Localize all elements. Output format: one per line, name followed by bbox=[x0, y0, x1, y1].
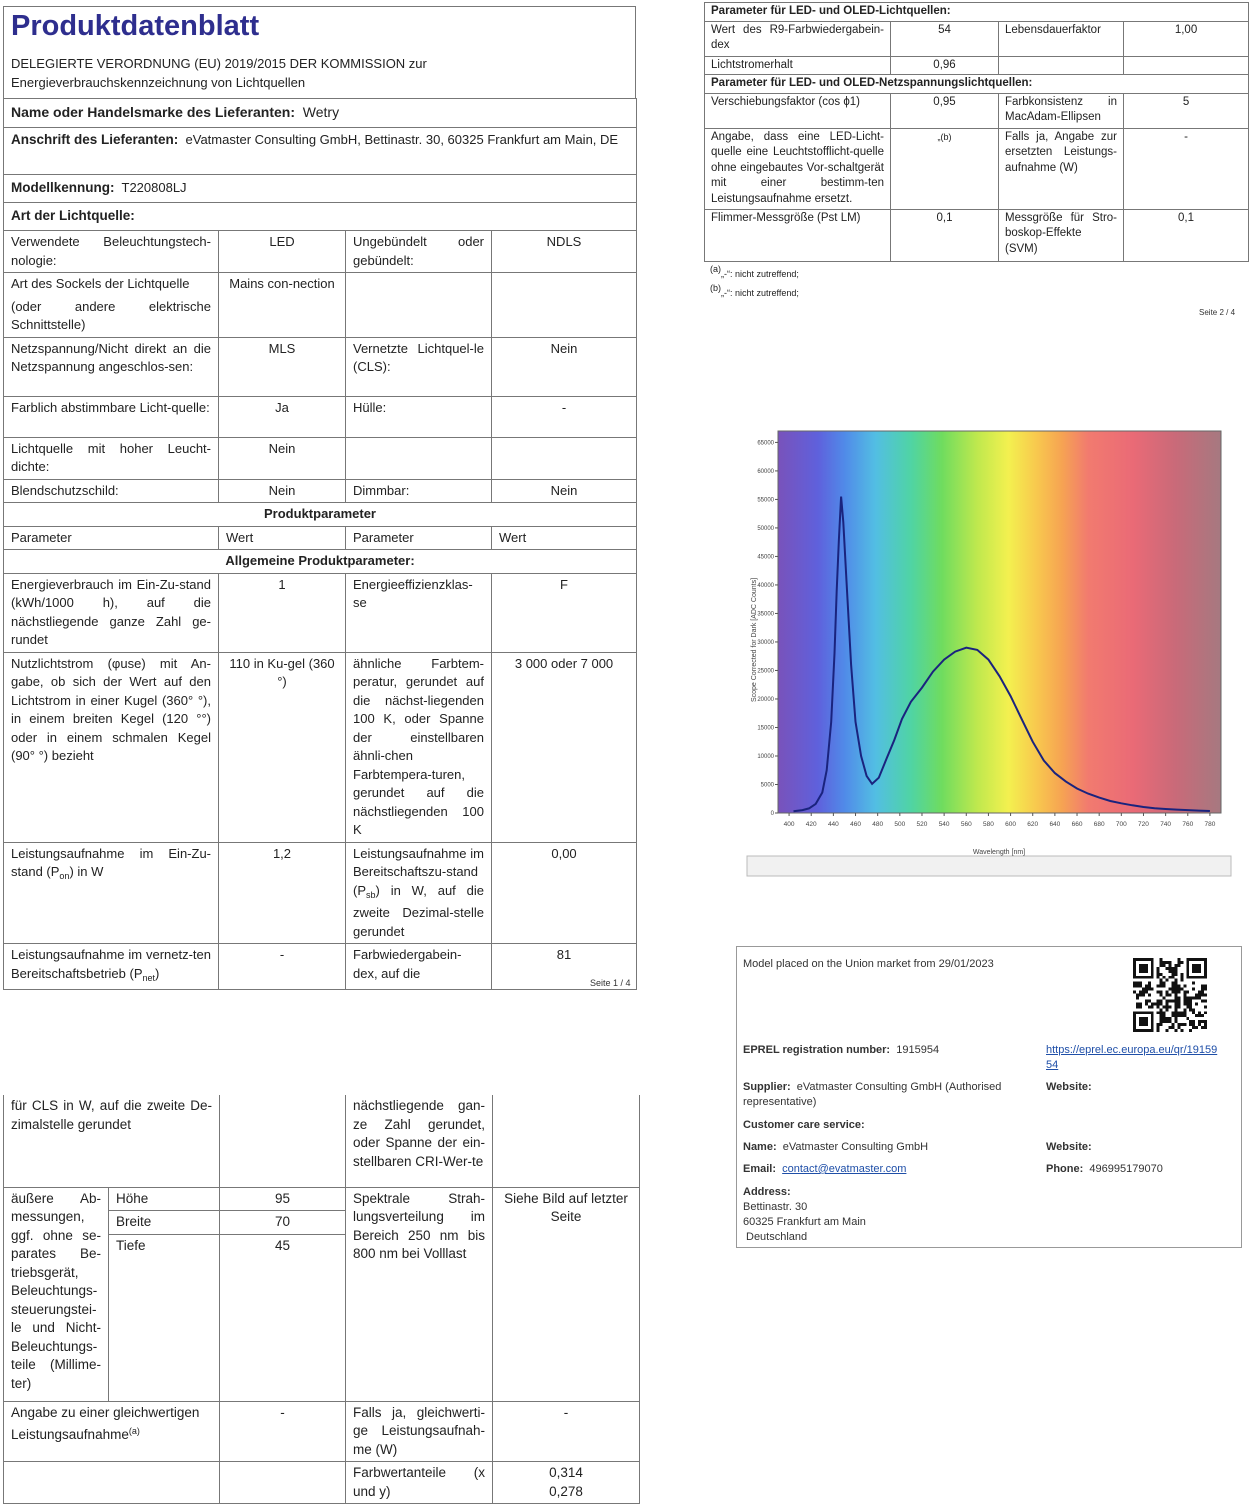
x-tick-label: 600 bbox=[1005, 821, 1017, 828]
energy-value: 1 bbox=[219, 573, 346, 652]
spectrum-chart bbox=[745, 418, 1235, 888]
chroma-empty-1 bbox=[4, 1462, 220, 1504]
x-tick-label: 700 bbox=[1115, 821, 1127, 828]
source-type-heading: Art der Lichtquelle: bbox=[4, 203, 637, 231]
x-tick-label: 460 bbox=[850, 821, 861, 828]
general-params-heading: Allgemeine Produktparameter: bbox=[4, 550, 637, 574]
chroma-empty-2 bbox=[220, 1462, 346, 1504]
y-tick-label: 55000 bbox=[757, 497, 774, 504]
luminance-label: Lichtquelle mit hoher Leucht-dichte: bbox=[4, 437, 219, 479]
y-tick-label: 10000 bbox=[757, 753, 774, 760]
dimmable-label: Dimmbar: bbox=[346, 479, 492, 503]
color-tunable-value: Ja bbox=[219, 396, 346, 437]
width-value: 70 bbox=[220, 1211, 346, 1235]
color-tunable-label: Farblich abstimmbare Licht-quelle: bbox=[4, 396, 219, 437]
chroma-y: 0,278 bbox=[549, 1483, 583, 1499]
datasheet-header bbox=[3, 6, 636, 98]
r9-label: Wert des R9-Farbwiedergabein-dex bbox=[705, 21, 891, 56]
customer-care-label: Customer care service: bbox=[743, 1119, 865, 1131]
y-tick-label: 5000 bbox=[760, 782, 774, 789]
y-axis-label: Scope Corrected for Dark [ADC Counts] bbox=[751, 577, 758, 703]
x-tick-label: 720 bbox=[1138, 821, 1149, 828]
y-tick-label: 40000 bbox=[757, 582, 774, 589]
y-tick-label: 0 bbox=[770, 811, 774, 817]
flux-value: 110 in Ku-gel (360 °) bbox=[219, 652, 346, 842]
replace-value: „(b) bbox=[891, 128, 999, 209]
col-value-2: Wert bbox=[492, 526, 637, 550]
focus-value: NDLS bbox=[492, 231, 637, 273]
page-title: Produktdatenblatt bbox=[11, 10, 260, 42]
life-label: Lebensdauerfaktor bbox=[999, 21, 1124, 56]
y-tick-label: 45000 bbox=[757, 554, 774, 561]
eprel-reg-row: EPREL registration number: 1915954 bbox=[743, 1044, 940, 1056]
x-tick-label: 680 bbox=[1093, 821, 1105, 828]
address-line-2: 60325 Frankfurt am Main bbox=[743, 1216, 866, 1228]
flux-label: Nutzlichtstrom (φuse) mit An-gabe, ob sich der Wert auf den Lichtstrom in einer Kugel (360° °), in einem breiten Kegel (120 °°) oder in einem schmalen Kegel (90° °) bezieht bbox=[4, 652, 219, 842]
spectrum-background bbox=[778, 431, 1221, 813]
cls-value: Nein bbox=[492, 337, 637, 396]
supplier-row: Supplier: eVatmaster Consulting GmbH (Authorised representative) bbox=[743, 1081, 1002, 1108]
x-tick-label: 500 bbox=[894, 821, 906, 828]
flicker-value: 0,1 bbox=[891, 209, 999, 261]
placed-on-market: Model placed on the Union market from 29/01/2023 bbox=[743, 958, 994, 970]
cri-cont-label: nächstliegende gan-ze Zahl gerundet, oder Spanne der ein-stellbaren CRI-Wer-te bbox=[346, 1095, 493, 1187]
x-tick-label: 560 bbox=[960, 821, 972, 828]
email-link[interactable]: contact@evatmaster.com bbox=[782, 1163, 907, 1175]
col-param-1: Parameter bbox=[4, 526, 219, 550]
energy-label: Energieverbrauch im Ein-Zu-stand (kWh/1000 h), auf die nächstliegende ganze Zahl ge-rundet bbox=[4, 573, 219, 652]
led-params-heading: Parameter für LED- und OLED-Lichtquellen: bbox=[705, 3, 1249, 22]
footnote-a: (a)„-“: nicht zutreffend; bbox=[710, 264, 799, 279]
psb-value: 0,00 bbox=[492, 842, 637, 944]
product-params-heading: Produktparameter bbox=[4, 503, 637, 527]
pon-value: 1,2 bbox=[219, 842, 346, 944]
x-tick-label: 540 bbox=[938, 821, 950, 828]
x-axis-label: Wavelength [nm] bbox=[972, 849, 1026, 856]
qr-code-icon bbox=[1133, 958, 1207, 1032]
y-tick-label: 50000 bbox=[757, 525, 774, 532]
model-row: Modellkennung: T220808LJ bbox=[4, 175, 637, 203]
address-line-1: Bettinastr. 30 bbox=[743, 1201, 808, 1213]
phi-value: 0,95 bbox=[891, 93, 999, 128]
page-number-1: Seite 1 / 4 bbox=[590, 978, 631, 988]
chart-scrollbar bbox=[747, 856, 1231, 876]
life-value: 1,00 bbox=[1124, 21, 1249, 56]
col-param-2: Parameter bbox=[346, 526, 492, 550]
x-tick-label: 780 bbox=[1204, 821, 1216, 828]
page-number-2: Seite 2 / 4 bbox=[1199, 308, 1236, 317]
y-tick-label: 30000 bbox=[757, 639, 774, 646]
x-tick-label: 640 bbox=[1049, 821, 1061, 828]
y-tick-label: 65000 bbox=[757, 440, 774, 447]
x-tick-label: 420 bbox=[805, 821, 817, 828]
maint-empty-1 bbox=[999, 56, 1124, 75]
x-tick-label: 620 bbox=[1027, 821, 1039, 828]
flicker-label: Flimmer-Messgröße (Pst LM) bbox=[705, 209, 891, 261]
replace-label: Angabe, dass eine LED-Licht-quelle eine Leuchtstofflicht-quelle ohne eingebautes Vor-schaltgerät mit einer bestimm-ten Leistungsaufnahme ersetzt. bbox=[705, 128, 891, 209]
x-tick-label: 480 bbox=[872, 821, 884, 828]
strobo-value: 0,1 bbox=[1124, 209, 1249, 261]
cri-label: Farbwiedergabein-dex, auf die bbox=[346, 944, 492, 990]
focus-label: Ungebündelt oder gebündelt: bbox=[346, 231, 492, 273]
tech-value: LED bbox=[219, 231, 346, 273]
equiv-label: Angabe zu einer gleichwertigen Leistungsaufnahme$^{(a)}$ bbox=[4, 1401, 220, 1462]
glare-label: Blendschutzschild: bbox=[4, 479, 219, 503]
maint-label: Lichtstromerhalt bbox=[705, 56, 891, 75]
y-tick-label: 15000 bbox=[757, 725, 774, 732]
depth-value: 45 bbox=[220, 1234, 346, 1401]
cls-label: Vernetzte Lichtquel-le (CLS): bbox=[346, 337, 492, 396]
eprel-url-link[interactable]: https://eprel.ec.europa.eu/qr/1915954 bbox=[1046, 1044, 1218, 1071]
cls-cont-empty bbox=[220, 1095, 346, 1187]
spectrum-chart-svg bbox=[745, 418, 1235, 888]
replace-w-value: - bbox=[1124, 128, 1249, 209]
shell-value: - bbox=[492, 396, 637, 437]
chroma-label: Farbwertanteile (x und y) bbox=[346, 1462, 493, 1504]
phi-label: Verschiebungsfaktor (cos ϕ1) bbox=[705, 93, 891, 128]
col-value-1: Wert bbox=[219, 526, 346, 550]
spectral-label: Spektrale Strah-lungsverteilung im Bereich 250 nm bis 800 nm bei Volllast bbox=[346, 1187, 493, 1401]
chroma-x: 0,314 bbox=[549, 1465, 583, 1480]
eeclass-value: F bbox=[492, 573, 637, 652]
socket-empty-1 bbox=[346, 273, 492, 338]
address-line-3: Deutschland bbox=[746, 1231, 808, 1243]
luminance-empty-2 bbox=[492, 437, 637, 479]
replace-w-label: Falls ja, Angabe zur ersetzten Leistungs-aufnahme (W) bbox=[999, 128, 1124, 209]
x-tick-label: 440 bbox=[827, 821, 839, 828]
x-tick-label: 760 bbox=[1182, 821, 1194, 828]
pon-label: Leistungsaufnahme im Ein-Zu-stand $(P_{on})$ in W bbox=[4, 842, 219, 944]
socket-label: Art des Sockels der Lichtquelle (oder andere elektrische Schnittstelle) bbox=[4, 273, 219, 338]
glare-value: Nein bbox=[219, 479, 346, 503]
x-tick-label: 580 bbox=[982, 821, 994, 828]
equiv-w-value: - bbox=[493, 1401, 640, 1462]
consistency-value: 5 bbox=[1124, 93, 1249, 128]
supplier-website-label: Website: bbox=[1046, 1081, 1092, 1093]
datasheet-table-page3 bbox=[3, 1095, 640, 1504]
mains-params-heading: Parameter für LED- und OLED-Netzspannungslichtquellen: bbox=[705, 75, 1249, 94]
x-tick-label: 660 bbox=[1071, 821, 1083, 828]
maint-value: 0,96 bbox=[891, 56, 999, 75]
cri-value: 81 bbox=[492, 944, 637, 990]
cct-label: ähnliche Farbtem-peratur, gerundet auf die nächst-liegenden 100 K, oder Spanne der einstellbaren ähnli-chen Farbtempera-turen, gerundet auf die nächstliegenden 100 K bbox=[346, 652, 492, 842]
mains-value: MLS bbox=[219, 337, 346, 396]
width-label: Breite bbox=[109, 1211, 220, 1235]
cls-cont-label: für CLS in W, auf die zweite De-zimalstelle gerundet bbox=[4, 1095, 220, 1187]
eprel-info-box bbox=[736, 946, 1242, 1248]
address-label: Address: bbox=[743, 1186, 791, 1198]
eeclass-label: Energieeffizienzklas-se bbox=[346, 573, 492, 652]
y-tick-label: 60000 bbox=[757, 468, 774, 475]
equiv-w-label: Falls ja, gleichwerti-ge Leistungsaufnah-me (W) bbox=[346, 1401, 493, 1462]
mains-label: Netzspannung/Nicht direkt an die Netzspannung angeschlos-sen: bbox=[4, 337, 219, 396]
x-tick-label: 740 bbox=[1160, 821, 1172, 828]
datasheet-table-page2 bbox=[704, 2, 1249, 262]
dimmable-value: Nein bbox=[492, 479, 637, 503]
care-name-row: Name: eVatmaster Consulting GmbH bbox=[743, 1141, 929, 1153]
cct-value: 3 000 oder 7 000 bbox=[492, 652, 637, 842]
regulation-text: DELEGIERTE VERORDNUNG (EU) 2019/2015 DER KOMMISSION zur Energieverbrauchskennzeichnung von Lichtquellen bbox=[11, 56, 427, 90]
maint-empty-2 bbox=[1124, 56, 1249, 75]
y-tick-label: 25000 bbox=[757, 668, 774, 675]
pnet-value: - bbox=[219, 944, 346, 990]
height-label: Höhe bbox=[109, 1187, 220, 1211]
page-2 bbox=[700, 0, 1251, 320]
y-tick-label: 35000 bbox=[757, 611, 774, 618]
psb-label: Leistungsaufnahme im Bereitschaftszu-stand $(P_{sb})$ in W, auf die zweite Dezimal-stelle gerundet bbox=[346, 842, 492, 944]
chroma-value bbox=[493, 1462, 640, 1504]
care-email-row: Email: contact@evatmaster.com bbox=[743, 1163, 907, 1175]
x-tick-label: 400 bbox=[783, 821, 795, 828]
shell-label: Hülle: bbox=[346, 396, 492, 437]
cri-cont-empty bbox=[493, 1095, 640, 1187]
pnet-label: Leistungsaufnahme im vernetz-ten Bereitschaftsbetrieb $(P_{net})$ bbox=[4, 944, 219, 990]
x-tick-label: 520 bbox=[916, 821, 928, 828]
datasheet-table-page1 bbox=[3, 98, 637, 990]
socket-empty-2 bbox=[492, 273, 637, 338]
supplier-name-row: Name oder Handelsmarke des Lieferanten: Wetry bbox=[4, 99, 637, 128]
height-value: 95 bbox=[220, 1187, 346, 1211]
page-1 bbox=[0, 0, 640, 995]
luminance-empty-1 bbox=[346, 437, 492, 479]
socket-value: Mains con-nection bbox=[219, 273, 346, 338]
care-website-label: Website: bbox=[1046, 1141, 1092, 1153]
care-phone-row: Phone: 496995179070 bbox=[1046, 1163, 1163, 1175]
footnote-b: (b)„-“: nicht zutreffend; bbox=[710, 283, 799, 298]
dims-label: äußere Ab-messungen, ggf. ohne se-parates Be-triebsgerät, Beleuchtungs-steuerungstei-le und Nicht-Beleuchtungs-teile (Millime-ter) bbox=[4, 1187, 109, 1401]
supplier-address-row: Anschrift des Lieferanten: eVatmaster Consulting GmbH, Bettinastr. 30, 60325 Frankfurt am Main, DE bbox=[4, 128, 637, 175]
r9-value: 54 bbox=[891, 21, 999, 56]
page-3 bbox=[0, 1090, 642, 1500]
spectral-value: Siehe Bild auf letzter Seite bbox=[493, 1187, 640, 1401]
depth-label: Tiefe bbox=[109, 1234, 220, 1401]
y-tick-label: 20000 bbox=[757, 696, 774, 703]
luminance-value: Nein bbox=[219, 437, 346, 479]
consistency-label: Farbkonsistenz in MacAdam-Ellipsen bbox=[999, 93, 1124, 128]
strobo-label: Messgröße für Stro-boskop-Effekte (SVM) bbox=[999, 209, 1124, 261]
equiv-value: - bbox=[220, 1401, 346, 1462]
tech-label: Verwendete Beleuchtungstech-nologie: bbox=[4, 231, 219, 273]
